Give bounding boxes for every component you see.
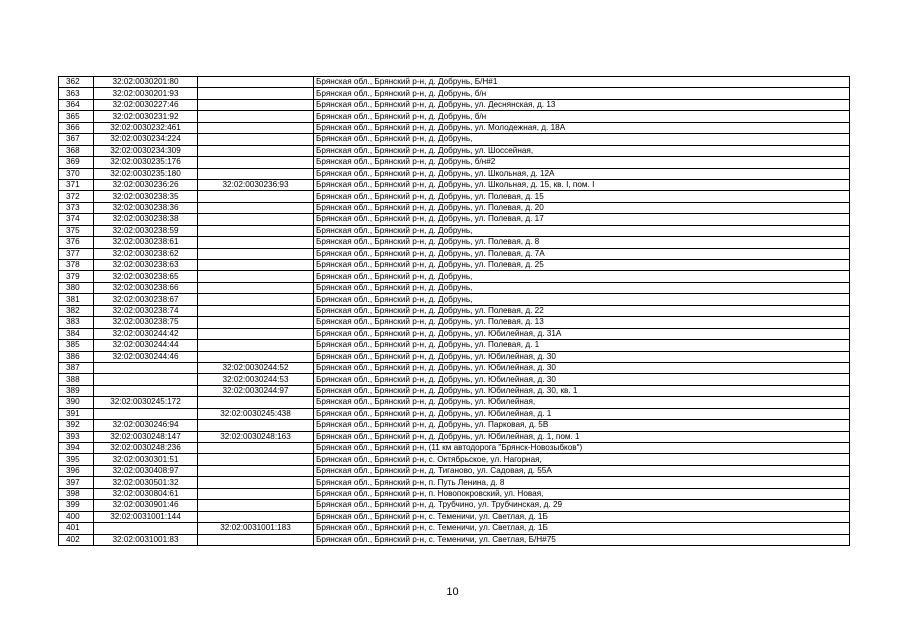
cadastral-number-cell: 32:02:0030248:236 — [94, 443, 198, 454]
related-cadastral-number-cell — [198, 77, 314, 88]
table-row — [59, 282, 850, 293]
related-cadastral-number-cell — [198, 122, 314, 133]
related-cadastral-number-cell — [198, 294, 314, 305]
cadastral-number-cell: 32:02:0030901:46 — [94, 500, 198, 511]
cadastral-number-cell: 32:02:0030238:75 — [94, 317, 198, 328]
related-cadastral-number-cell: 32:02:0030248:163 — [198, 431, 314, 442]
address-cell: Брянская обл., Брянский р-н, д. Добрунь, ул. Юбилейная, д. 31А — [314, 328, 850, 339]
table-row — [59, 362, 850, 373]
address-cell: Брянская обл., Брянский р-н, д. Добрунь, ул. Полевая, д. 22 — [314, 305, 850, 316]
table-row — [59, 351, 850, 362]
address-cell: Брянская обл., Брянский р-н, д. Добрунь, ул. Юбилейная, д. 1, пом. 1 — [314, 431, 850, 442]
row-number-cell: 384 — [59, 328, 94, 339]
table-row — [59, 294, 850, 305]
table-row — [59, 134, 850, 145]
address-cell: Брянская обл., Брянский р-н, д. Добрунь, ул. Юбилейная, — [314, 397, 850, 408]
cadastral-number-cell: 32:02:0030201:80 — [94, 77, 198, 88]
row-number-cell: 362 — [59, 77, 94, 88]
table-row — [59, 122, 850, 133]
row-number-cell: 391 — [59, 408, 94, 419]
related-cadastral-number-cell: 32:02:0030244:52 — [198, 362, 314, 373]
related-cadastral-number-cell — [198, 443, 314, 454]
address-cell: Брянская обл., Брянский р-н, д. Добрунь, ул. Молодежная, д. 18А — [314, 122, 850, 133]
address-cell: Брянская обл., Брянский р-н, с. Теменичи, ул. Светлая, д. 1Б — [314, 523, 850, 534]
address-cell: Брянская обл., Брянский р-н, д. Добрунь, ул. Юбилейная, д. 1 — [314, 408, 850, 419]
table-row — [59, 260, 850, 271]
table-row — [59, 305, 850, 316]
cadastral-number-cell: 32:02:0030201:93 — [94, 88, 198, 99]
row-number-cell: 381 — [59, 294, 94, 305]
cadastral-number-cell: 32:02:0030238:59 — [94, 225, 198, 236]
related-cadastral-number-cell — [198, 134, 314, 145]
table-row — [59, 99, 850, 110]
related-cadastral-number-cell — [198, 168, 314, 179]
address-cell: Брянская обл., Брянский р-н, д. Добрунь, ул. Полевая, д. 13 — [314, 317, 850, 328]
row-number-cell: 388 — [59, 374, 94, 385]
table-row — [59, 523, 850, 534]
table-row — [59, 465, 850, 476]
table-row — [59, 385, 850, 396]
cadastral-number-cell: 32:02:0030238:67 — [94, 294, 198, 305]
address-cell: Брянская обл., Брянский р-н, д. Добрунь, — [314, 271, 850, 282]
table-row — [59, 214, 850, 225]
related-cadastral-number-cell: 32:02:0030236:93 — [198, 179, 314, 190]
related-cadastral-number-cell — [198, 237, 314, 248]
cadastral-number-cell: 32:02:0030235:180 — [94, 168, 198, 179]
table-row — [59, 454, 850, 465]
table-row — [59, 145, 850, 156]
table-row — [59, 443, 850, 454]
cadastral-number-cell: 32:02:0030227:46 — [94, 99, 198, 110]
row-number-cell: 402 — [59, 534, 94, 545]
row-number-cell: 394 — [59, 443, 94, 454]
row-number-cell: 368 — [59, 145, 94, 156]
related-cadastral-number-cell — [198, 202, 314, 213]
table-row — [59, 202, 850, 213]
related-cadastral-number-cell — [198, 214, 314, 225]
address-cell: Брянская обл., Брянский р-н, (11 км автодорога "Брянск-Новозыбков") — [314, 443, 850, 454]
cadastral-number-cell: 32:02:0030238:65 — [94, 271, 198, 282]
related-cadastral-number-cell — [198, 191, 314, 202]
related-cadastral-number-cell — [198, 225, 314, 236]
related-cadastral-number-cell — [198, 420, 314, 431]
row-number-cell: 380 — [59, 282, 94, 293]
address-cell: Брянская обл., Брянский р-н, д. Добрунь, ул. Полевая, д. 8 — [314, 237, 850, 248]
related-cadastral-number-cell — [198, 340, 314, 351]
address-cell: Брянская обл., Брянский р-н, д. Добрунь, б/н#2 — [314, 157, 850, 168]
row-number-cell: 382 — [59, 305, 94, 316]
row-number-cell: 370 — [59, 168, 94, 179]
cadastral-number-cell: 32:02:0030238:62 — [94, 248, 198, 259]
table-row — [59, 111, 850, 122]
address-cell: Брянская обл., Брянский р-н, д. Трубчино, ул. Трубчинская, д. 29 — [314, 500, 850, 511]
table-row — [59, 179, 850, 190]
address-cell: Брянская обл., Брянский р-н, д. Добрунь, б/н — [314, 111, 850, 122]
row-number-cell: 396 — [59, 465, 94, 476]
cadastral-number-cell: 32:02:0030235:176 — [94, 157, 198, 168]
row-number-cell: 375 — [59, 225, 94, 236]
cadastral-number-cell: 32:02:0030244:44 — [94, 340, 198, 351]
related-cadastral-number-cell — [198, 351, 314, 362]
related-cadastral-number-cell — [198, 317, 314, 328]
cadastral-number-cell: 32:02:0030234:224 — [94, 134, 198, 145]
address-cell: Брянская обл., Брянский р-н, д. Добрунь, ул. Шоссейная, — [314, 145, 850, 156]
cadastral-number-cell: 32:02:0030238:61 — [94, 237, 198, 248]
address-cell: Брянская обл., Брянский р-н, с. Теменичи, ул. Светлая, Б/Н#75 — [314, 534, 850, 545]
row-number-cell: 374 — [59, 214, 94, 225]
table-row — [59, 534, 850, 545]
address-cell: Брянская обл., Брянский р-н, д. Добрунь, ул. Полевая, д. 17 — [314, 214, 850, 225]
table-row — [59, 168, 850, 179]
row-number-cell: 372 — [59, 191, 94, 202]
row-number-cell: 369 — [59, 157, 94, 168]
row-number-cell: 401 — [59, 523, 94, 534]
address-cell: Брянская обл., Брянский р-н, д. Добрунь, — [314, 294, 850, 305]
address-cell: Брянская обл., Брянский р-н, д. Добрунь, ул. Юбилейная, д. 30 — [314, 362, 850, 373]
cadastral-number-cell: 32:02:0030238:63 — [94, 260, 198, 271]
address-cell: Брянская обл., Брянский р-н, п. Путь Ленина, д. 8 — [314, 477, 850, 488]
related-cadastral-number-cell — [198, 260, 314, 271]
table-row — [59, 317, 850, 328]
row-number-cell: 387 — [59, 362, 94, 373]
cadastral-number-cell: 32:02:0030248:147 — [94, 431, 198, 442]
property-table-body — [59, 77, 850, 546]
cadastral-number-cell: 32:02:0031001:144 — [94, 511, 198, 522]
cadastral-number-cell — [94, 362, 198, 373]
related-cadastral-number-cell — [198, 534, 314, 545]
cadastral-number-cell: 32:02:0030246:94 — [94, 420, 198, 431]
address-cell: Брянская обл., Брянский р-н, д. Добрунь, ул. Юбилейная, д. 30 — [314, 374, 850, 385]
table-row — [59, 488, 850, 499]
row-number-cell: 377 — [59, 248, 94, 259]
address-cell: Брянская обл., Брянский р-н, д. Добрунь, ул. Юбилейная, д. 30 — [314, 351, 850, 362]
row-number-cell: 395 — [59, 454, 94, 465]
address-cell: Брянская обл., Брянский р-н, д. Добрунь, ул. Полевая, д. 15 — [314, 191, 850, 202]
row-number-cell: 379 — [59, 271, 94, 282]
table-row — [59, 397, 850, 408]
table-row — [59, 511, 850, 522]
cadastral-number-cell: 32:02:0030234:309 — [94, 145, 198, 156]
address-cell: Брянская обл., Брянский р-н, д. Добрунь, ул. Полевая, д. 20 — [314, 202, 850, 213]
cadastral-number-cell — [94, 408, 198, 419]
table-row — [59, 248, 850, 259]
cadastral-number-cell: 32:02:0030238:38 — [94, 214, 198, 225]
row-number-cell: 389 — [59, 385, 94, 396]
address-cell: Брянская обл., Брянский р-н, д. Добрунь, Б/Н#1 — [314, 77, 850, 88]
cadastral-number-cell: 32:02:0030232:461 — [94, 122, 198, 133]
cadastral-number-cell: 32:02:0030501:32 — [94, 477, 198, 488]
table-row — [59, 191, 850, 202]
row-number-cell: 364 — [59, 99, 94, 110]
row-number-cell: 385 — [59, 340, 94, 351]
row-number-cell: 386 — [59, 351, 94, 362]
cadastral-number-cell: 32:02:0030236:26 — [94, 179, 198, 190]
table-row — [59, 500, 850, 511]
related-cadastral-number-cell — [198, 99, 314, 110]
related-cadastral-number-cell — [198, 248, 314, 259]
row-number-cell: 376 — [59, 237, 94, 248]
table-row — [59, 374, 850, 385]
related-cadastral-number-cell: 32:02:0031001:183 — [198, 523, 314, 534]
address-cell: Брянская обл., Брянский р-н, д. Добрунь, ул. Полевая, д. 7А — [314, 248, 850, 259]
cadastral-number-cell: 32:02:0030804:61 — [94, 488, 198, 499]
related-cadastral-number-cell — [198, 271, 314, 282]
row-number-cell: 393 — [59, 431, 94, 442]
property-table — [58, 76, 850, 546]
row-number-cell: 383 — [59, 317, 94, 328]
cadastral-number-cell — [94, 385, 198, 396]
row-number-cell: 392 — [59, 420, 94, 431]
cadastral-number-cell: 32:02:0030238:74 — [94, 305, 198, 316]
related-cadastral-number-cell — [198, 511, 314, 522]
address-cell: Брянская обл., Брянский р-н, с. Теменичи, ул. Светлая, д. 1Б — [314, 511, 850, 522]
cadastral-number-cell: 32:02:0030244:46 — [94, 351, 198, 362]
row-number-cell: 365 — [59, 111, 94, 122]
related-cadastral-number-cell — [198, 454, 314, 465]
cadastral-number-cell: 32:02:0030244:42 — [94, 328, 198, 339]
address-cell: Брянская обл., Брянский р-н, д. Добрунь, — [314, 134, 850, 145]
related-cadastral-number-cell — [198, 305, 314, 316]
related-cadastral-number-cell — [198, 500, 314, 511]
table-row — [59, 271, 850, 282]
address-cell: Брянская обл., Брянский р-н, д. Добрунь, ул. Полевая, д. 1 — [314, 340, 850, 351]
related-cadastral-number-cell — [198, 145, 314, 156]
address-cell: Брянская обл., Брянский р-н, д. Добрунь, ул. Парковая, д. 5В — [314, 420, 850, 431]
address-cell: Брянская обл., Брянский р-н, д. Добрунь, б/н — [314, 88, 850, 99]
cadastral-number-cell: 32:02:0030245:172 — [94, 397, 198, 408]
address-cell: Брянская обл., Брянский р-н, д. Добрунь, ул. Деснянская, д. 13 — [314, 99, 850, 110]
address-cell: Брянская обл., Брянский р-н, д. Добрунь, ул. Юбилейная, д. 30, кв. 1 — [314, 385, 850, 396]
table-row — [59, 328, 850, 339]
table-row — [59, 477, 850, 488]
row-number-cell: 390 — [59, 397, 94, 408]
table-row — [59, 225, 850, 236]
related-cadastral-number-cell — [198, 157, 314, 168]
cadastral-number-cell — [94, 374, 198, 385]
table-row — [59, 431, 850, 442]
page-number: 10 — [446, 586, 459, 598]
address-cell: Брянская обл., Брянский р-н, д. Добрунь, — [314, 225, 850, 236]
table-row — [59, 88, 850, 99]
related-cadastral-number-cell — [198, 111, 314, 122]
table-row — [59, 340, 850, 351]
row-number-cell: 400 — [59, 511, 94, 522]
related-cadastral-number-cell — [198, 477, 314, 488]
row-number-cell: 363 — [59, 88, 94, 99]
table-row — [59, 77, 850, 88]
cadastral-number-cell: 32:02:0030238:66 — [94, 282, 198, 293]
related-cadastral-number-cell — [198, 282, 314, 293]
cadastral-number-cell: 32:02:0030231:92 — [94, 111, 198, 122]
address-cell: Брянская обл., Брянский р-н, д. Добрунь, ул. Школьная, д. 12А — [314, 168, 850, 179]
related-cadastral-number-cell: 32:02:0030244:97 — [198, 385, 314, 396]
address-cell: Брянская обл., Брянский р-н, с. Октябрьское, ул. Нагорная, — [314, 454, 850, 465]
address-cell: Брянская обл., Брянский р-н, д. Тиганово, ул. Садовая, д. 55А — [314, 465, 850, 476]
cadastral-number-cell: 32:02:0030301:51 — [94, 454, 198, 465]
related-cadastral-number-cell — [198, 88, 314, 99]
row-number-cell: 398 — [59, 488, 94, 499]
cadastral-number-cell — [94, 523, 198, 534]
row-number-cell: 366 — [59, 122, 94, 133]
address-cell: Брянская обл., Брянский р-н, п. Новопокровский, ул. Новая, — [314, 488, 850, 499]
cadastral-number-cell: 32:02:0030238:35 — [94, 191, 198, 202]
row-number-cell: 367 — [59, 134, 94, 145]
related-cadastral-number-cell: 32:02:0030244:53 — [198, 374, 314, 385]
row-number-cell: 371 — [59, 179, 94, 190]
address-cell: Брянская обл., Брянский р-н, д. Добрунь, ул. Школьная, д. 15, кв. I, пом. I — [314, 179, 850, 190]
cadastral-number-cell: 32:02:0031001:83 — [94, 534, 198, 545]
cadastral-number-cell: 32:02:0030408:97 — [94, 465, 198, 476]
related-cadastral-number-cell — [198, 488, 314, 499]
row-number-cell: 373 — [59, 202, 94, 213]
row-number-cell: 399 — [59, 500, 94, 511]
table-row — [59, 408, 850, 419]
cadastral-number-cell: 32:02:0030238:36 — [94, 202, 198, 213]
row-number-cell: 397 — [59, 477, 94, 488]
table-row — [59, 420, 850, 431]
table-row — [59, 157, 850, 168]
address-cell: Брянская обл., Брянский р-н, д. Добрунь, ул. Полевая, д. 25 — [314, 260, 850, 271]
related-cadastral-number-cell — [198, 465, 314, 476]
row-number-cell: 378 — [59, 260, 94, 271]
table-row — [59, 237, 850, 248]
address-cell: Брянская обл., Брянский р-н, д. Добрунь, — [314, 282, 850, 293]
related-cadastral-number-cell — [198, 397, 314, 408]
related-cadastral-number-cell — [198, 328, 314, 339]
related-cadastral-number-cell: 32:02:0030245:438 — [198, 408, 314, 419]
